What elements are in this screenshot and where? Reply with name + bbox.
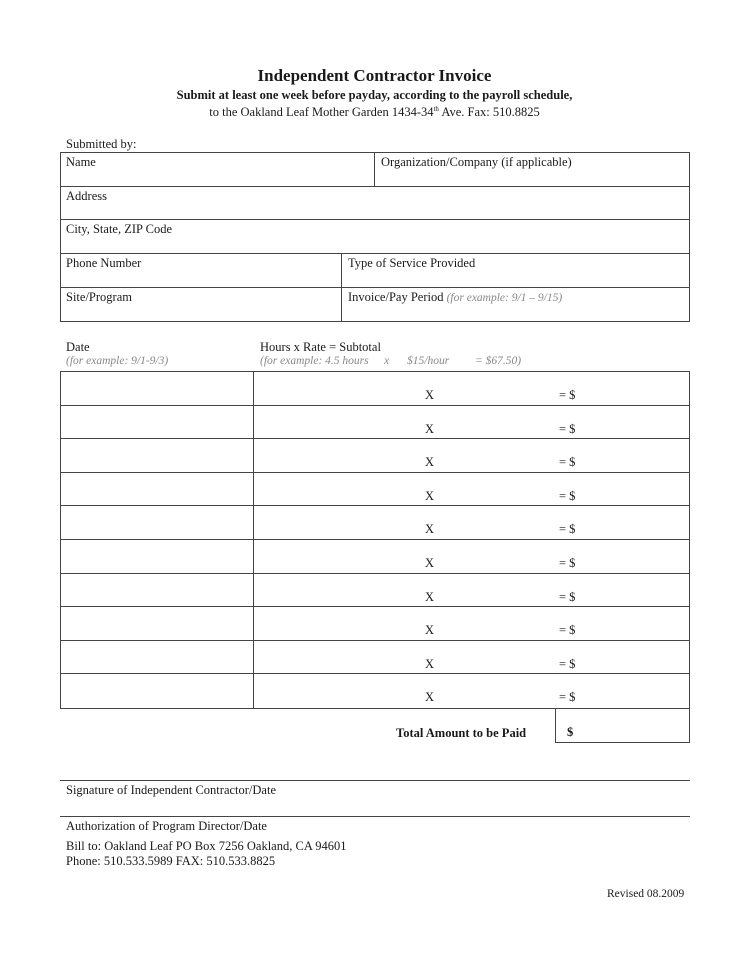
- calc-example-rate: $15/hour: [407, 355, 450, 367]
- subtotal-equals: = $: [559, 388, 576, 402]
- date-cell[interactable]: [61, 574, 252, 606]
- signature-label[interactable]: Signature of Independent Contractor/Date: [66, 783, 276, 797]
- divider: [341, 253, 342, 321]
- divider: [60, 287, 690, 288]
- date-column-example: (for example: 9/1-9/3): [66, 355, 169, 367]
- submitted-by-label: Submitted by:: [66, 137, 137, 151]
- phone-fax: Phone: 510.533.5989 FAX: 510.533.8825: [66, 854, 276, 868]
- subtotal-equals: = $: [559, 623, 576, 638]
- subtotal-equals: = $: [559, 522, 576, 537]
- invoice-period-field[interactable]: [348, 290, 683, 318]
- date-cell[interactable]: [61, 406, 252, 438]
- page-subtitle: Submit at least one week before payday, according to the payroll schedule,: [176, 88, 573, 102]
- subtotal-equals: = $: [559, 455, 576, 470]
- date-cell[interactable]: [61, 641, 252, 673]
- bill-to-address: Bill to: Oakland Leaf PO Box 7256 Oakland, CA 94601: [66, 839, 347, 853]
- total-currency: $: [567, 725, 574, 739]
- multiply-sign: X: [425, 455, 435, 470]
- multiply-sign: X: [425, 556, 435, 570]
- multiply-sign: X: [425, 488, 435, 503]
- subtotal-equals: = $: [559, 488, 576, 503]
- date-column-label: Date: [66, 340, 90, 354]
- service-type-field[interactable]: Type of Service Provided: [348, 256, 476, 270]
- multiply-sign: X: [425, 623, 435, 638]
- calc-column-label: Hours x Rate = Subtotal: [260, 340, 381, 354]
- date-cell[interactable]: [61, 607, 252, 639]
- multiply-sign: X: [425, 656, 435, 671]
- multiply-sign: X: [425, 522, 435, 537]
- date-cell[interactable]: [61, 439, 252, 471]
- multiply-sign: X: [425, 388, 435, 402]
- subtotal-equals: = $: [559, 656, 576, 671]
- phone-number-field[interactable]: Phone Number: [66, 256, 142, 270]
- date-cell[interactable]: [61, 674, 252, 706]
- page-title: Independent Contractor Invoice: [257, 66, 492, 85]
- site-program-field[interactable]: Site/Program: [66, 290, 132, 304]
- total-label: Total Amount to be Paid: [396, 726, 527, 740]
- name-field[interactable]: Name: [66, 155, 96, 169]
- authorization-line: [60, 816, 690, 817]
- column-divider: [253, 371, 254, 709]
- date-cell[interactable]: [61, 473, 252, 505]
- address-superscript: th: [433, 105, 439, 113]
- calc-example-x: x: [384, 355, 390, 367]
- multiply-sign: X: [425, 589, 435, 604]
- subtotal-equals: = $: [559, 589, 576, 604]
- divider: [60, 219, 690, 220]
- date-cell[interactable]: [61, 540, 252, 572]
- signature-line: [60, 780, 690, 781]
- subtotal-equals: = $: [559, 421, 576, 436]
- date-cell[interactable]: [61, 506, 252, 538]
- city-state-zip-field[interactable]: City, State, ZIP Code: [66, 222, 173, 236]
- address-field[interactable]: Address: [66, 189, 107, 203]
- revision-date: Revised 08.2009: [607, 888, 685, 900]
- divider: [374, 152, 375, 186]
- multiply-sign: X: [425, 421, 435, 436]
- invoice-period-example: (for example: 9/1 – 9/15): [446, 292, 563, 304]
- calc-example-hours: (for example: 4.5 hours: [260, 355, 369, 367]
- divider: [60, 186, 690, 187]
- address-text: to the Oakland Leaf Mother Garden 1434-34: [209, 105, 434, 120]
- subtotal-equals: = $: [559, 690, 576, 705]
- organization-field[interactable]: Organization/Company (if applicable): [381, 155, 572, 169]
- subtotal-equals: = $: [559, 556, 576, 570]
- total-amount-field[interactable]: [555, 708, 690, 743]
- multiply-sign: X: [425, 690, 435, 705]
- invoice-period-label: Invoice/Pay Period: [348, 290, 444, 304]
- divider: [60, 253, 690, 254]
- submission-address: [0, 105, 749, 120]
- address-fax: Ave. Fax: 510.8825: [438, 105, 540, 120]
- date-cell[interactable]: [61, 372, 252, 404]
- calc-example-subtotal: = $67.50): [475, 355, 522, 367]
- authorization-label[interactable]: Authorization of Program Director/Date: [66, 819, 267, 833]
